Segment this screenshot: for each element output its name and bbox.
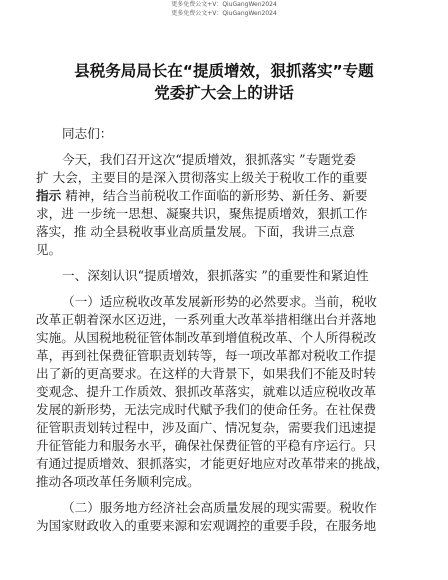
body-line: 革，再到社保费征管职责划转等，每一项改革都对税收工作提: [36, 348, 377, 363]
body-line: 扩 大会，主要目的是深入贯彻落实上级关于税收工作的重要: [36, 170, 368, 185]
body-line-rest: 精神，结合当前税收工作面临的新形势、新任务、新要: [61, 188, 368, 203]
body-line: 今天，我们召开这次“提质增效，狠抓落实 ”专题党委: [62, 152, 356, 167]
body-line: （二）服务地方经济社会高质量发展的现实需要。税收作: [62, 500, 377, 515]
document-title-line-1: 县税务局局长在“提质增效，狠抓落实”专题: [74, 62, 374, 80]
body-line: 变观念、提升工作质效、狠抓改革落实，就难以适应税收改革: [36, 384, 377, 399]
salutation: 同志们：: [62, 126, 113, 141]
watermark-line-1: 更多免费公文+V：QiuGangWen2024: [171, 1, 277, 8]
body-line: 为国家财政收入的重要来源和宏观调控的重要手段，在服务地: [36, 518, 377, 533]
body-line: 见。: [36, 242, 62, 257]
body-line: 求，进 一步统一思想、凝聚共识，聚焦提质增效，狠抓工作: [36, 206, 368, 221]
body-line: （一）适应税收改革发展新形势的必然要求。当前，税收: [62, 294, 377, 309]
section-heading: 一、深刻认识“提质增效，狠抓落实 ”的重要性和紧迫性: [62, 268, 369, 283]
body-line: 发展的新形势，无法完成时代赋予我们的使命任务。在社保费: [36, 402, 377, 417]
body-line: 落实，推 动全县税收事业高质量发展。下面，我讲三点意: [36, 224, 355, 239]
body-line-emphasis: 指示: [36, 188, 62, 203]
body-line: 升征管能力和服务水平，确保社保费征管的平稳有序运行。只: [36, 438, 377, 453]
body-line: 出了新的更高要求。在这样的大背景下，如果我们不能及时转: [36, 366, 377, 381]
body-line: [36, 188, 367, 204]
body-line: 推动各项改革任务顺利完成。: [36, 474, 200, 489]
body-line: 有通过提质增效、狠抓落实，才能更好地应对改革带来的挑战，: [36, 456, 389, 471]
watermark-line-2: 更多免费公文+V：QiuGangWen2024: [171, 10, 277, 17]
body-line: 改革正朝着深水区迈进，一系列重大改革举措相继出台并落地: [36, 312, 377, 327]
body-line: 征管职责划转过程中，涉及面广、情况复杂，需要我们迅速提: [36, 420, 377, 435]
body-line: 实施。从国税地税征管体制改革到增值税改革、个人所得税改: [36, 330, 377, 345]
document-title-line-2: 党委扩大会上的讲话: [154, 84, 294, 102]
